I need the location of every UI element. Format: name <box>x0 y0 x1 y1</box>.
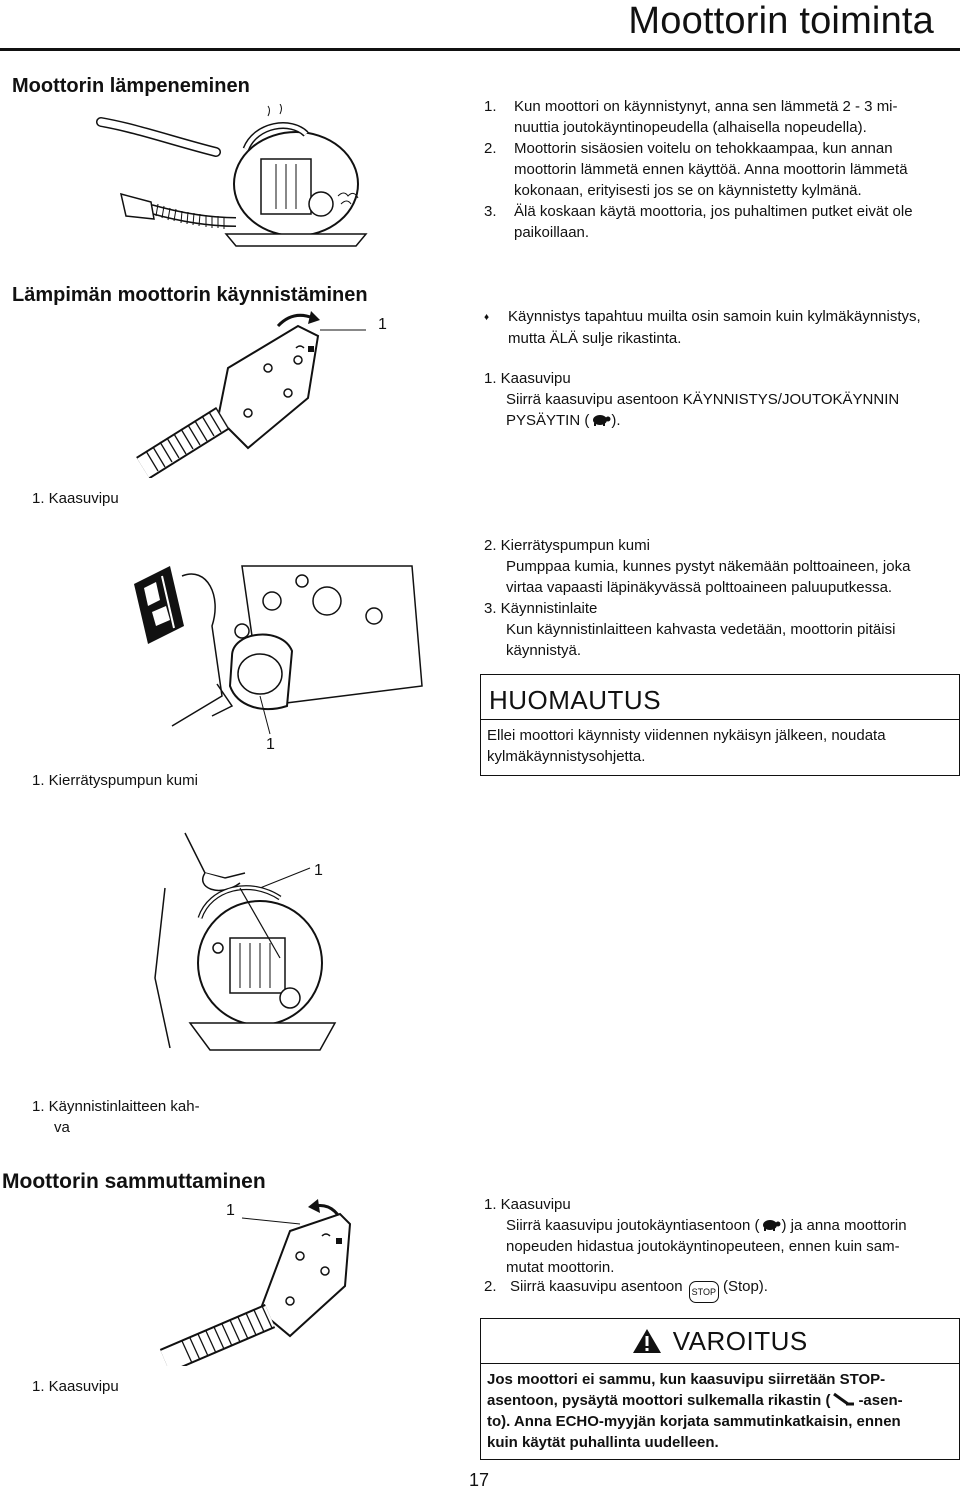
list-number: 1. <box>484 98 497 115</box>
item-text: Moottorin sisäosien voitelu on tehokkaampaa, kun annan <box>514 140 893 157</box>
warning-triangle-icon <box>632 1328 662 1354</box>
item-text: moottorin lämmetä ennen käyttöä. Anna moottorin lämmetä <box>514 161 908 178</box>
step-text: Pumppaa kumia, kunnes pystyt näkemään polttoaineen, joka <box>506 558 911 575</box>
notice-title: HUOMAUTUS <box>489 685 662 715</box>
step-text: virtaa vapaasti läpinäkyvässä polttoaineen paluuputkessa. <box>506 579 893 596</box>
figure-caption-2: 1. Kierrätyspumpun kumi <box>32 772 198 789</box>
step-text: Siirrä kaasuvipu joutokäyntiasentoon ( <box>506 1217 760 1234</box>
notice-text <box>487 725 886 767</box>
figure-caption-3 <box>32 1096 200 1138</box>
step-text: mutat moottorin. <box>506 1259 615 1276</box>
stop-step-2 <box>484 1276 958 1303</box>
warm-start-step-1 <box>484 368 954 431</box>
warning-header <box>481 1319 959 1363</box>
notice-line: Ellei moottori käynnisty viidennen nykäisyn jälkeen, noudata <box>487 727 886 744</box>
notice-box <box>480 674 960 776</box>
section-title-warm-start: Lämpimän moottorin käynnistäminen <box>12 284 368 306</box>
warm-start-step-2 <box>484 535 958 598</box>
choke-icon <box>832 1392 856 1408</box>
figure-callout: 1 <box>226 1202 235 1219</box>
step-text: PYSÄYTIN ( <box>506 412 590 429</box>
step-text: (Stop). <box>722 1278 768 1295</box>
list-number: 3. <box>484 203 497 220</box>
step-text: nopeuden hidastua joutokäyntinopeuteen, ennen kuin sam- <box>506 1238 900 1255</box>
figure-callout: 1 <box>378 316 387 333</box>
turtle-icon <box>759 1218 781 1232</box>
bullet-text: mutta ÄLÄ sulje rikastinta. <box>508 329 682 347</box>
step-label: 3. Käynnistinlaite <box>484 600 598 617</box>
list-number: 2. <box>484 140 497 157</box>
figure-callout: 1 <box>266 736 275 753</box>
warm-start-step-3 <box>484 598 958 661</box>
notice-divider <box>481 719 959 720</box>
page-header-title: Moottorin toiminta <box>628 0 934 42</box>
header-rule <box>0 48 960 51</box>
step-text: Kun käynnistinlaitteen kahvasta vedetään, moottorin pitäisi <box>506 621 896 638</box>
section-title-warmup: Moottorin lämpeneminen <box>12 75 250 97</box>
warmup-item-1 <box>484 96 944 138</box>
step-text: Siirrä kaasuvipu asentoon <box>510 1278 683 1295</box>
bullet-icon: ♦ <box>484 311 490 323</box>
warmup-item-3 <box>484 201 954 243</box>
figure-caption-1: 1. Kaasuvipu <box>32 490 119 507</box>
step-text: käynnistyä. <box>506 642 582 659</box>
figure-caption-4: 1. Kaasuvipu <box>32 1378 119 1395</box>
warning-box <box>480 1318 960 1460</box>
warm-start-bullet <box>484 306 954 349</box>
warning-line: to). Anna ECHO-myyjän korjata sammutinkatkaisin, ennen <box>487 1413 901 1430</box>
item-text: Kun moottori on käynnistynyt, anna sen lämmetä 2 - 3 mi- <box>514 98 898 115</box>
warning-line: -asen- <box>858 1392 903 1409</box>
item-text: paikoillaan. <box>514 224 590 241</box>
warning-line: asentoon, pysäytä moottori sulkemalla rikastin ( <box>487 1392 831 1409</box>
item-text: Älä koskaan käytä moottoria, jos puhaltimen putket eivät ole <box>514 203 913 220</box>
warning-text <box>487 1369 951 1453</box>
purge-bulb-figure <box>112 556 452 756</box>
warning-line: Jos moottori ei sammu, kun kaasuvipu siirretään STOP- <box>487 1371 886 1388</box>
blower-figure-warmup <box>96 104 396 254</box>
warning-divider <box>481 1363 959 1364</box>
bullet-text: Käynnistys tapahtuu muilta osin samoin kuin kylmäkäynnistys, <box>508 308 921 325</box>
warmup-item-2 <box>484 138 944 201</box>
warning-line: kuin käytät puhallinta uudelleen. <box>487 1434 719 1451</box>
step-text: Siirrä kaasuvipu asentoon KÄYNNISTYS/JOUTOKÄYNNIN <box>506 391 900 408</box>
notice-line: kylmäkäynnistysohjetta. <box>487 748 646 765</box>
item-text: kokonaan, erityisesti jos se on käynnistetty kylmänä. <box>514 182 862 199</box>
caption-line: va <box>54 1119 70 1136</box>
step-label: 1. Kaasuvipu <box>484 1196 571 1213</box>
page-number: 17 <box>469 1470 490 1490</box>
throttle-lever-figure <box>128 308 408 478</box>
stop-icon: STOP <box>689 1281 719 1303</box>
section-title-stop: Moottorin sammuttaminen <box>2 1170 266 1193</box>
throttle-lever-stop-figure <box>150 1196 380 1366</box>
step-label: 1. Kaasuvipu <box>484 370 571 387</box>
figure-callout: 1 <box>314 862 323 879</box>
stop-step-1 <box>484 1194 958 1278</box>
item-text: nuuttia joutokäyntinopeudella (alhaisella nopeudella). <box>514 119 867 136</box>
turtle-icon <box>589 413 611 427</box>
caption-line: 1. Käynnistinlaitteen kah- <box>32 1098 200 1115</box>
step-text: ) ja anna moottorin <box>781 1217 907 1234</box>
step-text: ). <box>611 412 621 429</box>
warning-title: VAROITUS <box>672 1326 808 1356</box>
step-label: 2. Kierrätyspumpun kumi <box>484 537 650 554</box>
list-number: 2. <box>484 1278 497 1295</box>
